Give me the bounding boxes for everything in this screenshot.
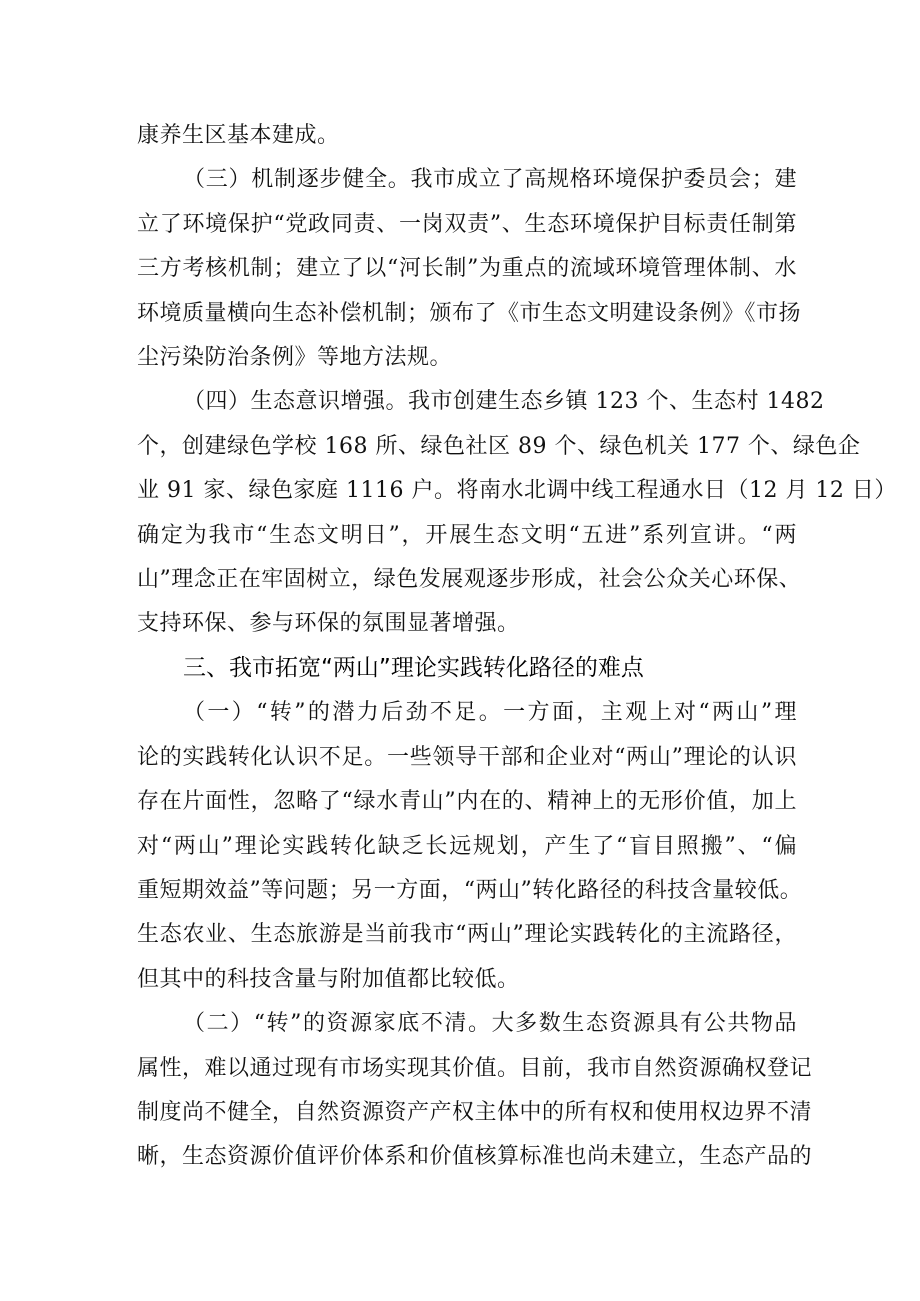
paragraph-line: （四）生态意识增强。我市创建生态乡镇 123 个、生态村 1482 <box>183 389 825 414</box>
paragraph-line: 重短期效益”等问题；另一方面，“两山”转化路径的科技含量较低。 <box>137 878 803 903</box>
paragraph-line: 康养生区基本建成。 <box>137 123 340 148</box>
section-heading: 三、我市拓宽“两山”理论实践转化路径的难点 <box>183 655 644 681</box>
paragraph-line: 环境质量横向生态补偿机制；颁布了《市生态文明建设条例》《市扬 <box>137 301 802 326</box>
paragraph-line: 立了环境保护“党政同责、一岗双责”、生态环境保护目标责任制第 <box>137 212 797 237</box>
paragraph-line: 晰，生态资源价值评价体系和价值核算标准也尚未建立，生态产品的 <box>137 1144 813 1169</box>
paragraph-line: 尘污染防治条例》等地方法规。 <box>137 345 453 370</box>
paragraph-line: （一）“转”的潜力后劲不足。一方面，主观上对“两山”理 <box>183 700 797 725</box>
paragraph-line: 制度尚不健全，自然资源资产产权主体中的所有权和使用权边界不清 <box>137 1100 813 1125</box>
paragraph-line: 属性，难以通过现有市场实现其价值。目前，我市自然资源确权登记 <box>137 1056 813 1081</box>
paragraph-line: （二）“转”的资源家底不清。大多数生态资源具有公共物品 <box>183 1011 797 1036</box>
paragraph-line: 但其中的科技含量与附加值都比较低。 <box>137 967 520 992</box>
paragraph-line: 论的实践转化认识不足。一些领导干部和企业对“两山”理论的认识 <box>137 745 797 770</box>
paragraph-line: 山”理念正在牢固树立，绿色发展观逐步形成，社会公众关心环保、 <box>137 567 802 592</box>
paragraph-line: 业 91 家、绿色家庭 1116 户。将南水北调中线工程通水日（12 月 12 日） <box>137 478 897 503</box>
paragraph-line: 存在片面性，忽略了“绿水青山”内在的、精神上的无形价值，加上 <box>137 789 797 814</box>
paragraph-line: 对“两山”理论实践转化缺乏长远规划，产生了“盲目照搬”、“偏 <box>137 834 797 859</box>
paragraph-line: （三）机制逐步健全。我市成立了高规格环境保护委员会；建 <box>183 167 797 192</box>
paragraph-line: 个，创建绿色学校 168 所、绿色社区 89 个、绿色机关 177 个、绿色企 <box>137 434 861 459</box>
paragraph-line: 确定为我市“生态文明日”，开展生态文明“五进”系列宣讲。“两 <box>137 523 797 548</box>
paragraph-line: 支持环保、参与环保的氛围显著增强。 <box>137 611 520 636</box>
paragraph-line: 三方考核机制；建立了以“河长制”为重点的流域环境管理体制、水 <box>137 256 797 281</box>
paragraph-line: 生态农业、生态旅游是当前我市“两山”理论实践转化的主流路径， <box>137 922 797 947</box>
